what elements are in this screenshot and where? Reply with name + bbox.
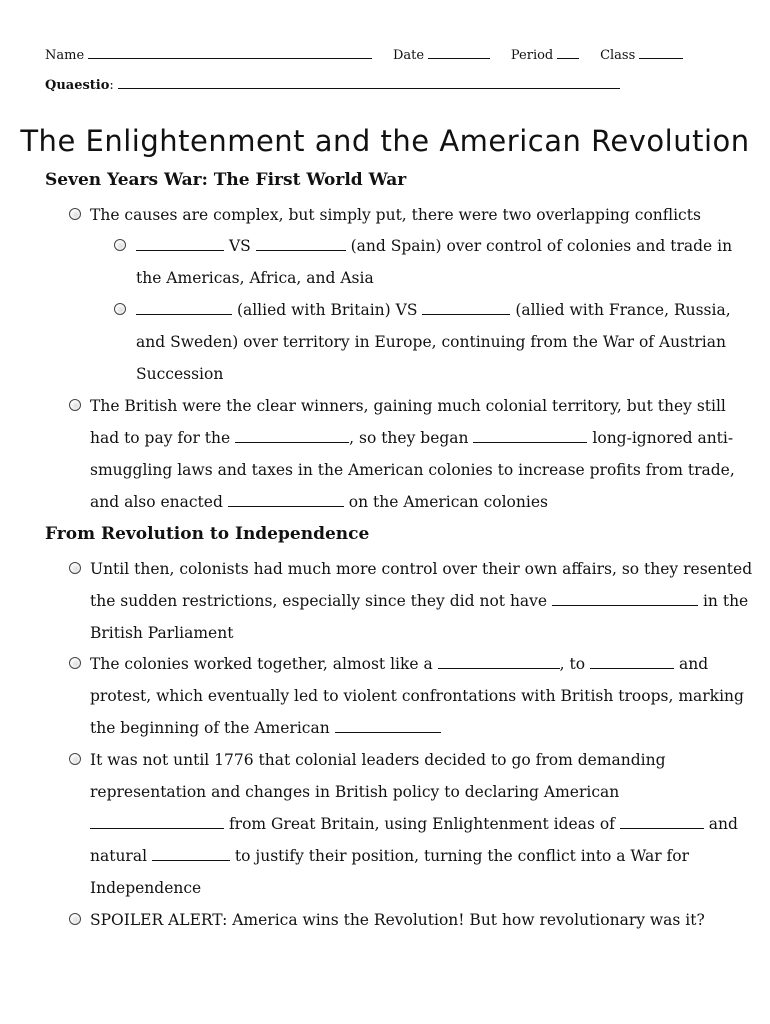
name-label: Name [45, 48, 85, 63]
bullet-text: representation and changes in British policy to declaring American [90, 783, 620, 801]
blank-field[interactable] [90, 814, 224, 829]
date-label: Date [392, 48, 425, 63]
bullet-colonists-control [90, 553, 755, 649]
sub-bullet-circle-icon [114, 239, 126, 251]
period-field[interactable] [557, 47, 579, 59]
quaestio-label: Quaestio [45, 78, 110, 93]
blank-field[interactable] [335, 718, 441, 733]
blank-field[interactable] [136, 300, 232, 315]
sub-bullet-circle-icon [114, 303, 126, 315]
bullet-text: from Great Britain, using Enlightenment ideas of [228, 815, 615, 833]
bullet-text: long-ignored anti- [592, 429, 734, 447]
sub-bullet-conflict-2 [136, 294, 736, 390]
bullet-text: Until then, colonists had much more control over their own affairs, so they resented [90, 560, 753, 578]
blank-field[interactable] [438, 654, 560, 669]
bullet-text: , so they began [349, 429, 469, 447]
bullet-text: The causes are complex, but simply put, there were two overlapping conflicts [90, 206, 701, 224]
bullet-text: SPOILER ALERT: America wins the Revolution! But how revolutionary was it? [90, 911, 705, 929]
class-label: Class [600, 48, 636, 63]
bullet-spoiler-alert [90, 904, 755, 936]
bullet-text: (allied with Britain) VS [236, 301, 418, 319]
quaestio-colon: : [109, 78, 114, 93]
blank-field[interactable] [228, 492, 344, 507]
bullet-text: on the American colonies [348, 493, 548, 511]
bullet-text: had to pay for the [90, 429, 231, 447]
blank-field[interactable] [422, 300, 510, 315]
bullet-text: Independence [90, 879, 202, 897]
bullet-text: and [678, 655, 709, 673]
sub-bullet-conflict-1 [136, 230, 736, 294]
blank-field[interactable] [473, 428, 587, 443]
blank-field[interactable] [152, 846, 230, 861]
quaestio-field[interactable] [118, 77, 620, 89]
bullet-circle-icon [69, 562, 81, 574]
bullet-text: (and Spain) over control of colonies and trade in [350, 237, 733, 255]
blank-field[interactable] [620, 814, 704, 829]
bullet-circle-icon [69, 208, 81, 220]
blank-field[interactable] [590, 654, 674, 669]
section-heading-seven-years-war: Seven Years War: The First World War [45, 170, 407, 190]
bullet-colonies-worked [90, 648, 755, 744]
blank-field[interactable] [256, 236, 346, 251]
bullet-text: The British were the clear winners, gaining much colonial territory, but they still [90, 397, 726, 415]
bullet-text: natural [90, 847, 148, 865]
bullet-text: the sudden restrictions, especially since they did not have [90, 592, 548, 610]
bullet-text: protest, which eventually led to violent confrontations with British troops, marking [90, 687, 744, 705]
header-fields-row [45, 47, 683, 63]
bullet-text: (allied with France, Russia, [515, 301, 731, 319]
date-field[interactable] [428, 47, 490, 59]
quaestio-row [45, 77, 620, 93]
bullet-circle-icon [69, 913, 81, 925]
bullet-causes [90, 199, 750, 231]
bullet-circle-icon [69, 753, 81, 765]
blank-field[interactable] [552, 591, 698, 606]
class-field[interactable] [639, 47, 683, 59]
bullet-text: the beginning of the American [90, 719, 330, 737]
bullet-text: to justify their position, turning the conflict into a War for [234, 847, 690, 865]
bullet-text: VS [228, 237, 251, 255]
section-heading-revolution-to-independence: From Revolution to Independence [45, 524, 370, 544]
bullet-text: in the [702, 592, 749, 610]
bullet-text: It was not until 1776 that colonial leaders decided to go from demanding [90, 751, 666, 769]
bullet-text: and [708, 815, 738, 833]
blank-field[interactable] [235, 428, 349, 443]
bullet-text: the Americas, Africa, and Asia [136, 269, 374, 287]
bullet-1776-leaders [90, 744, 755, 904]
name-field[interactable] [88, 47, 372, 59]
bullet-text: and also enacted [90, 493, 223, 511]
bullet-text: The colonies worked together, almost like a [90, 655, 433, 673]
page-title: The Enlightenment and the American Revolution [20, 124, 750, 158]
blank-field[interactable] [136, 236, 224, 251]
bullet-text: British Parliament [90, 624, 234, 642]
bullet-british-winners [90, 390, 750, 518]
bullet-text: Succession [136, 365, 224, 383]
bullet-text: and Sweden) over territory in Europe, continuing from the War of Austrian [136, 333, 726, 351]
bullet-circle-icon [69, 399, 81, 411]
period-label: Period [510, 48, 554, 63]
bullet-circle-icon [69, 657, 81, 669]
bullet-text: smuggling laws and taxes in the American colonies to increase profits from trade, [90, 461, 735, 479]
bullet-text: , to [559, 655, 586, 673]
